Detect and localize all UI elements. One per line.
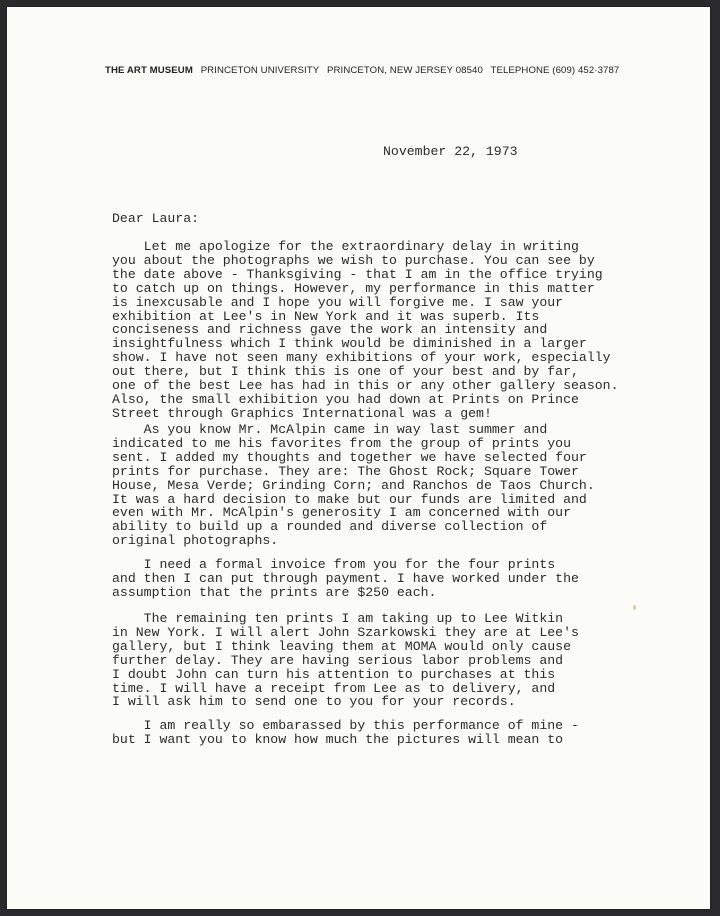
paragraph-1 <box>112 240 618 421</box>
letterhead-university: PRINCETON UNIVERSITY <box>200 65 320 76</box>
letter-line: further delay. They are having serious labor problems and <box>112 652 564 668</box>
letter-line: I am really so embarassed by this performance of mine - <box>112 718 579 733</box>
letter-line: even with Mr. McAlpin's generosity I am concerned with our <box>112 505 571 521</box>
letter-line: prints for purchase. They are: The Ghost Rock; Square Tower <box>112 463 579 479</box>
letter-line: in New York. I will alert John Szarkowski they are at Lee's <box>112 624 579 640</box>
letter-line: to catch up on things. However, my performance in this matter <box>112 280 595 296</box>
letter-line: you about the photographs we wish to purchase. You can see by <box>112 252 595 268</box>
letter-date: November 22, 1973 <box>383 144 518 159</box>
letter-line: gallery, but I think leaving them at MOMA would only cause <box>112 638 571 654</box>
paper-speck <box>633 605 636 610</box>
letter-line: show. I have not seen many exhibitions of your work, especially <box>112 350 611 366</box>
letter-line: one of the best Lee has had in this or any other gallery season. <box>112 378 619 394</box>
letter-line: exhibition at Lee's in New York and it was superb. Its <box>112 308 540 324</box>
letter-line: I need a formal invoice from you for the four prints <box>112 557 556 572</box>
letterhead-zip: 08540 <box>455 65 483 76</box>
letterhead-phone: TELEPHONE (609) 452·3787 <box>490 65 620 76</box>
letter-line: time. I will have a receipt from Lee as to delivery, and <box>112 680 556 696</box>
paragraph-5 <box>112 719 579 747</box>
letter-line: ability to build up a rounded and diverse collection of <box>112 519 548 535</box>
letter-line: but I want you to know how much the pictures will mean to <box>112 731 564 747</box>
letter-line: Also, the small exhibition you had down at Prints on Prince <box>112 391 579 407</box>
letter-salutation: Dear Laura: <box>112 211 200 226</box>
letter-line: House, Mesa Verde; Grinding Corn; and Ranchos de Taos Church. <box>112 477 595 493</box>
letter-line: I doubt John can turn his attention to purchases at this <box>112 666 556 682</box>
paragraph-4 <box>112 612 579 709</box>
letterhead-org: THE ART MUSEUM <box>105 65 193 76</box>
letterhead-city: PRINCETON, NEW JERSEY <box>327 65 453 76</box>
letter-line: original photographs. <box>112 533 279 549</box>
letter-line: out there, but I think this is one of your best and by far, <box>112 364 579 380</box>
letter-line: Street through Graphics International was a gem! <box>112 405 492 421</box>
letter-line: and then I can put through payment. I have worked under the <box>112 570 579 586</box>
letter-line: is inexcusable and I hope you will forgive me. I saw your <box>112 294 564 310</box>
letter-line: conciseness and richness gave the work an intensity and <box>112 322 548 338</box>
paragraph-2 <box>112 423 595 548</box>
letter-line: I will ask him to send one to you for your records. <box>112 694 516 710</box>
paragraph-3 <box>112 558 579 600</box>
letter-page <box>7 7 710 909</box>
letterhead <box>105 65 619 76</box>
letter-line: the date above - Thanksgiving - that I am in the office trying <box>112 266 603 282</box>
letter-line: It was a hard decision to make but our funds are limited and <box>112 491 587 507</box>
letter-line: Let me apologize for the extraordinary delay in writing <box>112 239 579 254</box>
letter-line: assumption that the prints are $250 each. <box>112 584 437 600</box>
letter-line: sent. I added my thoughts and together we have selected four <box>112 449 587 465</box>
letter-line: As you know Mr. McAlpin came in way last summer and <box>112 422 548 437</box>
letter-line: indicated to me his favorites from the group of prints you <box>112 435 571 451</box>
letter-line: insightfulness which I think would be diminished in a larger <box>112 336 587 352</box>
letter-line: The remaining ten prints I am taking up to Lee Witkin <box>112 611 564 626</box>
